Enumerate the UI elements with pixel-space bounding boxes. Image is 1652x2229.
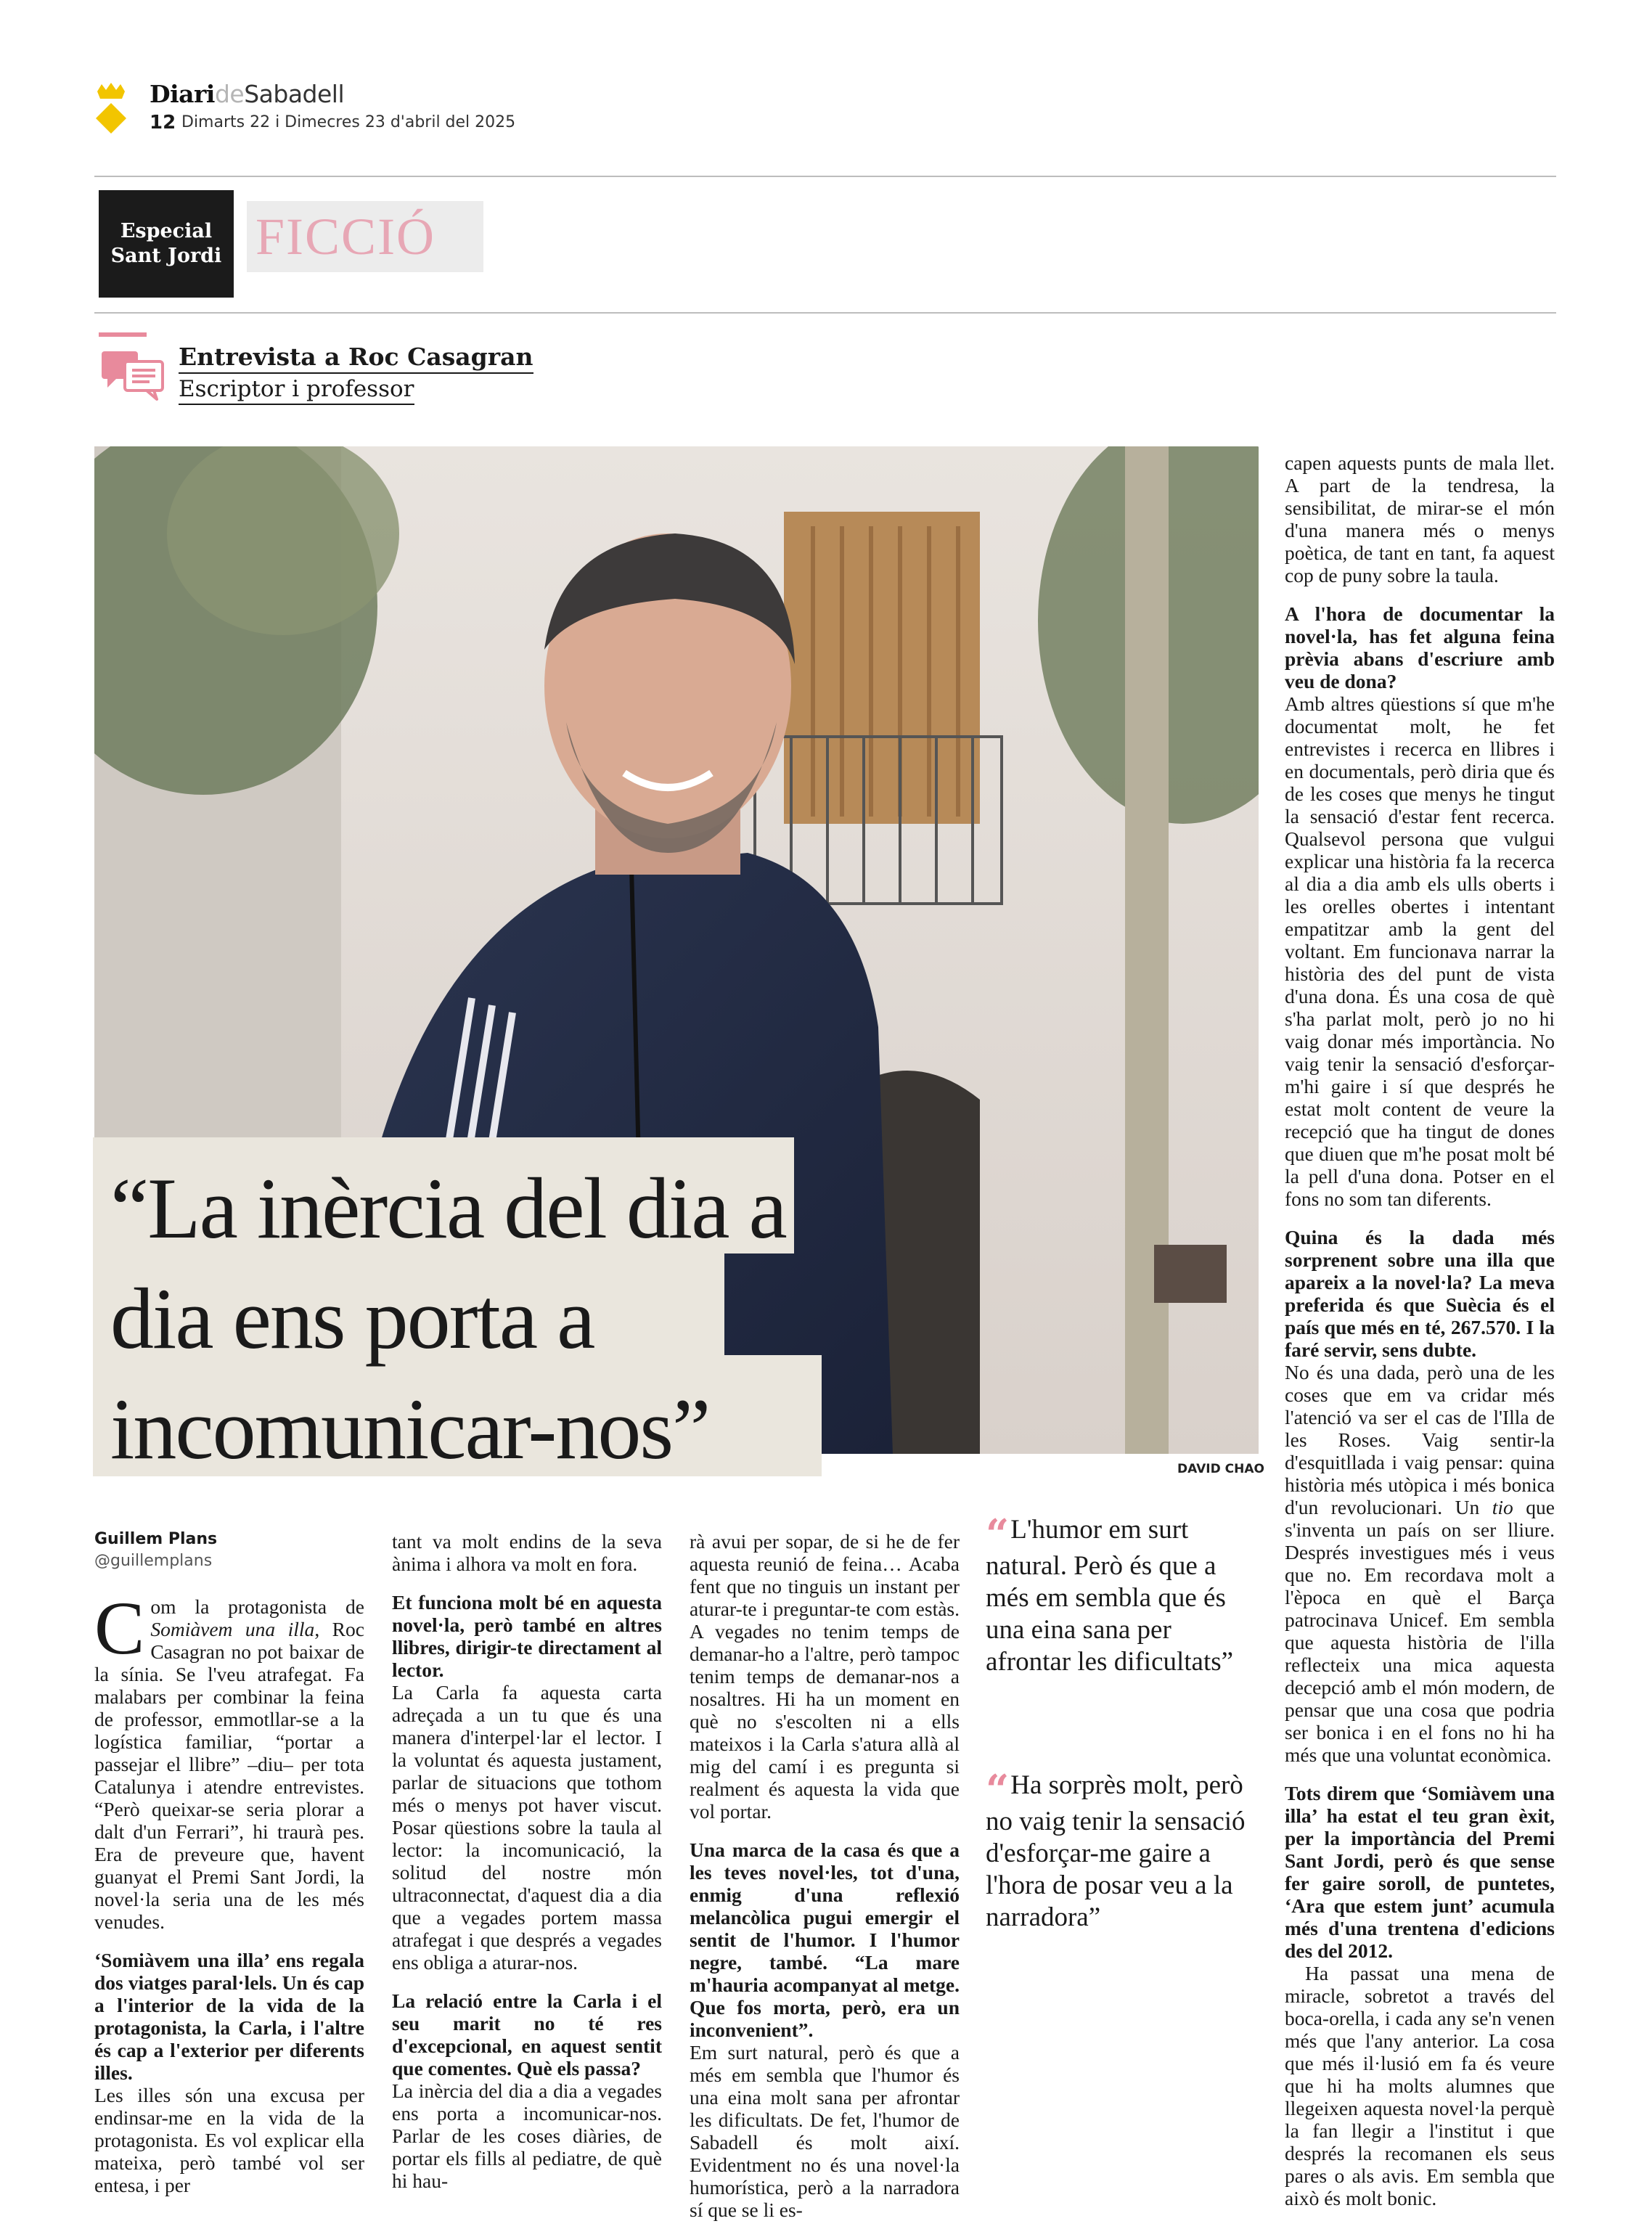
article-column-2: tant va molt endins de la seva ànima i alhora va molt en fora. Et funciona molt bé en aquesta novel·la, però també en altres llibres, dirigir-te directament al lector. La Carla fa aquesta carta adreçada a un tu que és una manera d'interpel·lar el lector. I la voluntat és aquesta justament, parlar de situacions que tothom més o menys pot haver viscut. Posar qüestions sobre la taula al lector: la incomunicació, la solitud del nostre món ultraconnectat, d'aquest dia a dia que a vegades portem massa atrafegat i que després a vegades ens obliga a aturar-nos. La relació entre la Carla i el seu marit no té res d'excepcional, en aquest sentit que comentes. Què els passa? La inèrcia del dia a dia a vegades ens porta a incomunicar-nos. Parlar de les coses diàries, de portar els fills al pediatre, de què hi hau- [392, 1530, 662, 2192]
interview-answer: No és una dada, però una de les coses que em va cridar més l'atenció va ser el cas de l'Illa de les Roses. Vaig sentir-la d'esquitllada i vaig pensar: quina història més utòpica i més bonica d'un revolucionari. Un tio que s'inventa un país on ser lliure. Després investigues més i veus que no. Em recordava molt a l'època en què el Barça patrocinava Unicef. Em sembla que aquesta història de l'illa reflecteix una mica aquesta decepció amb el món modern, de pensar que una cosa que podria ser bonica i en el fons no hi ha més que una voluntat econòmica. [1285, 1361, 1555, 1766]
photo-credit: DAVID CHAO [1177, 1462, 1264, 1476]
drop-cap: C [94, 1587, 145, 1670]
interview-title: Entrevista a Roc Casagran [179, 343, 533, 374]
quote-mark-icon: “ [986, 1766, 1007, 1814]
divider [94, 312, 1556, 314]
interview-question: Et funciona molt bé en aquesta novel·la, però també en altres llibres, dirigir-te directament al lector. [392, 1591, 662, 1681]
diari-logo-icon [94, 81, 128, 135]
article-column-4: capen aquests punts de mala llet. A part de la tendresa, la sensibilitat, de mirar-se el món d'una manera més o menys poètica, de tant en tant, fa aquest cop de puny sobre la taula. A l'hora de documentar la novel·la, has fet alguna feina prèvia abans d'escriure amb veu de dona? Amb altres qüestions sí que m'he documentat molt, he fet entrevistes i recerca en llibres i en documentals, però diria que és de les coses que menys he tingut la sensació d'estar fent recerca. Qualsevol persona que vulgui explicar una història fa la recerca al dia a dia amb els ulls oberts i les orelles obertes i intentant empatitzar amb la gent del voltant. Em funcionava narrar la història des del punt de vista d'una dona. És una cosa de què s'ha parlat molt, però jo no hi vaig donar més importància. No vaig tenir la sensació d'esforçar-m'hi gaire i sí que després he estat molt content de veure la recepció que ha tingut de dones que diuen que m'he posat molt bé la pell d'una dona. Potser en el fons no som tan diferents. Quina és la dada més sorprenent sobre una illa que apareix a la novel·la? La meva preferida és que Suècia és el país que més en té, 267.570. I la faré servir, sens dubte. No és una dada, però una de les coses que em va cridar més l'atenció va ser el cas de l'Illa de les Roses. Vaig sentir-la d'esquitllada i vaig pensar: quina història més utòpica i més bonica d'un revolucionari. Un tio que s'inventa un país on ser lliure. Després investigues més i veus que no. Em recordava molt a l'època en què el Barça patrocinava Unicef. Em sembla que aquesta història de l'illa reflecteix una mica aquesta decepció amb el món modern, de pensar que una cosa que podria ser bonica i en el fons no hi ha més que una voluntat econòmica. Tots direm que ‘Somiàvem una illa’ ha estat el teu gran èxit, per la importància del Premi Sant Jordi, però és que sense fer gaire soroll, de puntetes, ‘Ara que estem junt’ acumula més d'una trentena d'edicions des del 2012. Ha passat una mena de miracle, sobretot a través del boca-orella, i cada any se'n venen més que l'any anterior. La cosa que més il·lusió em fa és veure que hi ha molts alumnes que llegeixen aquesta novel·la perquè la fan llegir a l'institut i que després la recomanen els seus pares o als avis. Em sembla que això és molt bonic. [1285, 451, 1555, 2209]
article-column-3: rà avui per sopar, de si he de fer aquesta reunió de feina… Acaba fent que no tinguis un instant per aturar-te i preguntar-te com estàs. A vegades no tenim temps de demanar-ho a l'altre, però tampoc tenim temps de demanar-nos a nosaltres. Hi ha un moment en què no s'escolten ni a ells mateixos i la Carla s'atura allà al mig del camí i es pregunta si realment és aquesta la vida que vol portar. Una marca de la casa és que a les teves novel·les, tot d'una, enmig d'una reflexió melancòlica pugui emergir el sentit de l'humor. I l'humor negre, també. “La mare m'hauria acompanyat al metge. Que fos morta, però, era un inconvenient”. Em surt natural, però és que a més em sembla que l'humor és una eina molt sana per afrontar les dificultats. De fet, l'humor de Sabadell és molt així. Evidentment no és una novel·la humorística, però a la narradora sí que se li es- [690, 1530, 960, 2221]
interview-subtitle: Escriptor i professor [179, 376, 414, 405]
interview-question: ‘Somiàvem una illa’ ens regala dos viatges paral·lels. Un és cap a l'interior de la vida de la protagonista, la Carla, i l'altre és cap a l'exterior per diferents illes. [94, 1949, 364, 2084]
interview-answer: La Carla fa aquesta carta adreçada a un tu que és una manera d'interpel·lar el lector. I la voluntat és aquesta justament, parlar de situacions que tothom més o menys pot haver viscut. Posar qüestions sobre la taula al lector: la incomunicació, la solitud del nostre món ultraconnectat, d'aquest dia a dia que a vegades portem massa atrafegat i que després a vegades ens obliga a aturar-nos. [392, 1681, 662, 1974]
headline: “La inèrcia del dia a dia ens porta a incomunicar-nos” [110, 1160, 786, 1477]
pull-quote: “ Ha sorprès molt, però no vaig tenir la sensació d'esforçar-me gaire a l'hora de posar veu a la narradora” [986, 1766, 1246, 1932]
dateline: Dimarts 22 i Dimecres 23 d'abril del 2025 [181, 113, 516, 131]
chat-bubbles-icon [99, 347, 168, 402]
interview-question: A l'hora de documentar la novel·la, has fet alguna feina prèvia abans d'escriure amb veu de dona? [1285, 602, 1555, 692]
accent-bar [99, 332, 147, 337]
interview-question: Tots direm que ‘Somiàvem una illa’ ha estat el teu gran èxit, per la importància del Premi Sant Jordi, però és que sense fer gaire soroll, de puntetes, ‘Ara que estem junt’ acumula més d'una trentena d'edicions des del 2012. [1285, 1782, 1555, 1962]
interview-answer: La inèrcia del dia a dia a vegades ens porta a incomunicar-nos. Parlar de les coses diàries, de portar els fills al pediatre, de què hi hau- [392, 2079, 662, 2192]
section-title: FICCIÓ [247, 201, 483, 272]
byline-handle: @guillemplans [94, 1552, 213, 1570]
quote-mark-icon: “ [986, 1510, 1007, 1558]
headline-block [93, 1137, 794, 1476]
interview-question: Una marca de la casa és que a les teves novel·les, tot d'una, enmig d'una reflexió melancòlica pugui emergir el sentit de l'humor. I l'humor negre, també. “La mare m'hauria acompanyat al metge. Que fos morta, però, era un inconvenient”. [690, 1839, 960, 2041]
interview-answer: Ha passat una mena de miracle, sobretot a través del boca-orella, i cada any se'n venen més que l'any anterior. La cosa que més il·lusió em fa és veure que hi ha molts alumnes que llegeixen aquesta novel·la perquè la fan llegir a l'institut i que després la recomanen els seus pares o als avis. Em sembla que això és molt bonic. [1285, 1962, 1555, 2209]
article-column-1: Com la protagonista de Somiàvem una illa, Roc Casagran no pot baixar de la sínia. Se l'veu atrafegat. Fa malabars per combinar la feina de professor, emmotllar-se a la logística familiar, “portar a passejar el llibre” –diu– per tota Catalunya i atendre entrevistes. “Però queixar-se seria plorar a dalt d'un Ferrari”, hi traurà pes. Era de preveure que, havent guanyat el Premi Sant Jordi, la novel·la seria una de les més venudes. ‘Somiàvem una illa’ ens regala dos viatges paral·lels. Un és cap a l'interior de la vida de la protagonista, la Carla, i l'altre és cap a l'exterior per diferents illes. Les illes són una excusa per endinsar-me en la vida de la protagonista. Es vol explicar ella mateixa, però també vol ser entesa, i per [94, 1587, 364, 2196]
divider [94, 176, 1556, 177]
interview-question: La relació entre la Carla i el seu marit no té res d'excepcional, en aquest sentit que comentes. Què els passa? [392, 1989, 662, 2079]
pull-quote: “ L'humor em surt natural. Però és que a més em sembla que és una eina sana per afrontar les dificultats” [986, 1510, 1234, 1677]
page-number: 12 [150, 112, 176, 134]
interview-answer: Amb altres qüestions sí que m'he documentat molt, he fet entrevistes i recerca en llibres i en documentals, però diria que és de les coses que menys he tingut la sensació d'estar fent recerca. Qualsevol persona que vulgui explicar una història fa la recerca al dia a dia amb els ulls oberts i les orelles obertes i intentant empatitzar amb la gent del voltant. Em funcionava narrar la història des del punt de vista d'una dona. És una cosa de què s'ha parlat molt, però jo no hi vaig donar més importància. No vaig tenir la sensació d'esforçar-m'hi gaire i sí que després he estat molt content de veure la recepció que ha tingut de dones que diuen que m'he posat molt bé la pell d'una dona. Potser en el fons no som tan diferents. [1285, 692, 1555, 1210]
interview-question: Quina és la dada més sorprenent sobre una illa que apareix a la novel·la? La meva preferida és que Suècia és el país que més en té, 267.570. I la faré servir, sens dubte. [1285, 1226, 1555, 1361]
byline-author: Guillem Plans [94, 1530, 218, 1548]
especial-sant-jordi-badge: Especial Sant Jordi [99, 190, 234, 298]
interview-answer: Em surt natural, però és que a més em sembla que l'humor és una eina molt sana per afrontar les dificultats. De fet, l'humor de Sabadell és molt així. Evidentment no és una novel·la humorística, però a la narradora sí que se li es- [690, 2041, 960, 2221]
interview-answer: Les illes són una excusa per endinsar-me en la vida de la protagonista. Es vol explicar ella mateixa, però també vol ser entesa, i per [94, 2084, 364, 2196]
masthead: DiarideSabadell [150, 80, 345, 108]
